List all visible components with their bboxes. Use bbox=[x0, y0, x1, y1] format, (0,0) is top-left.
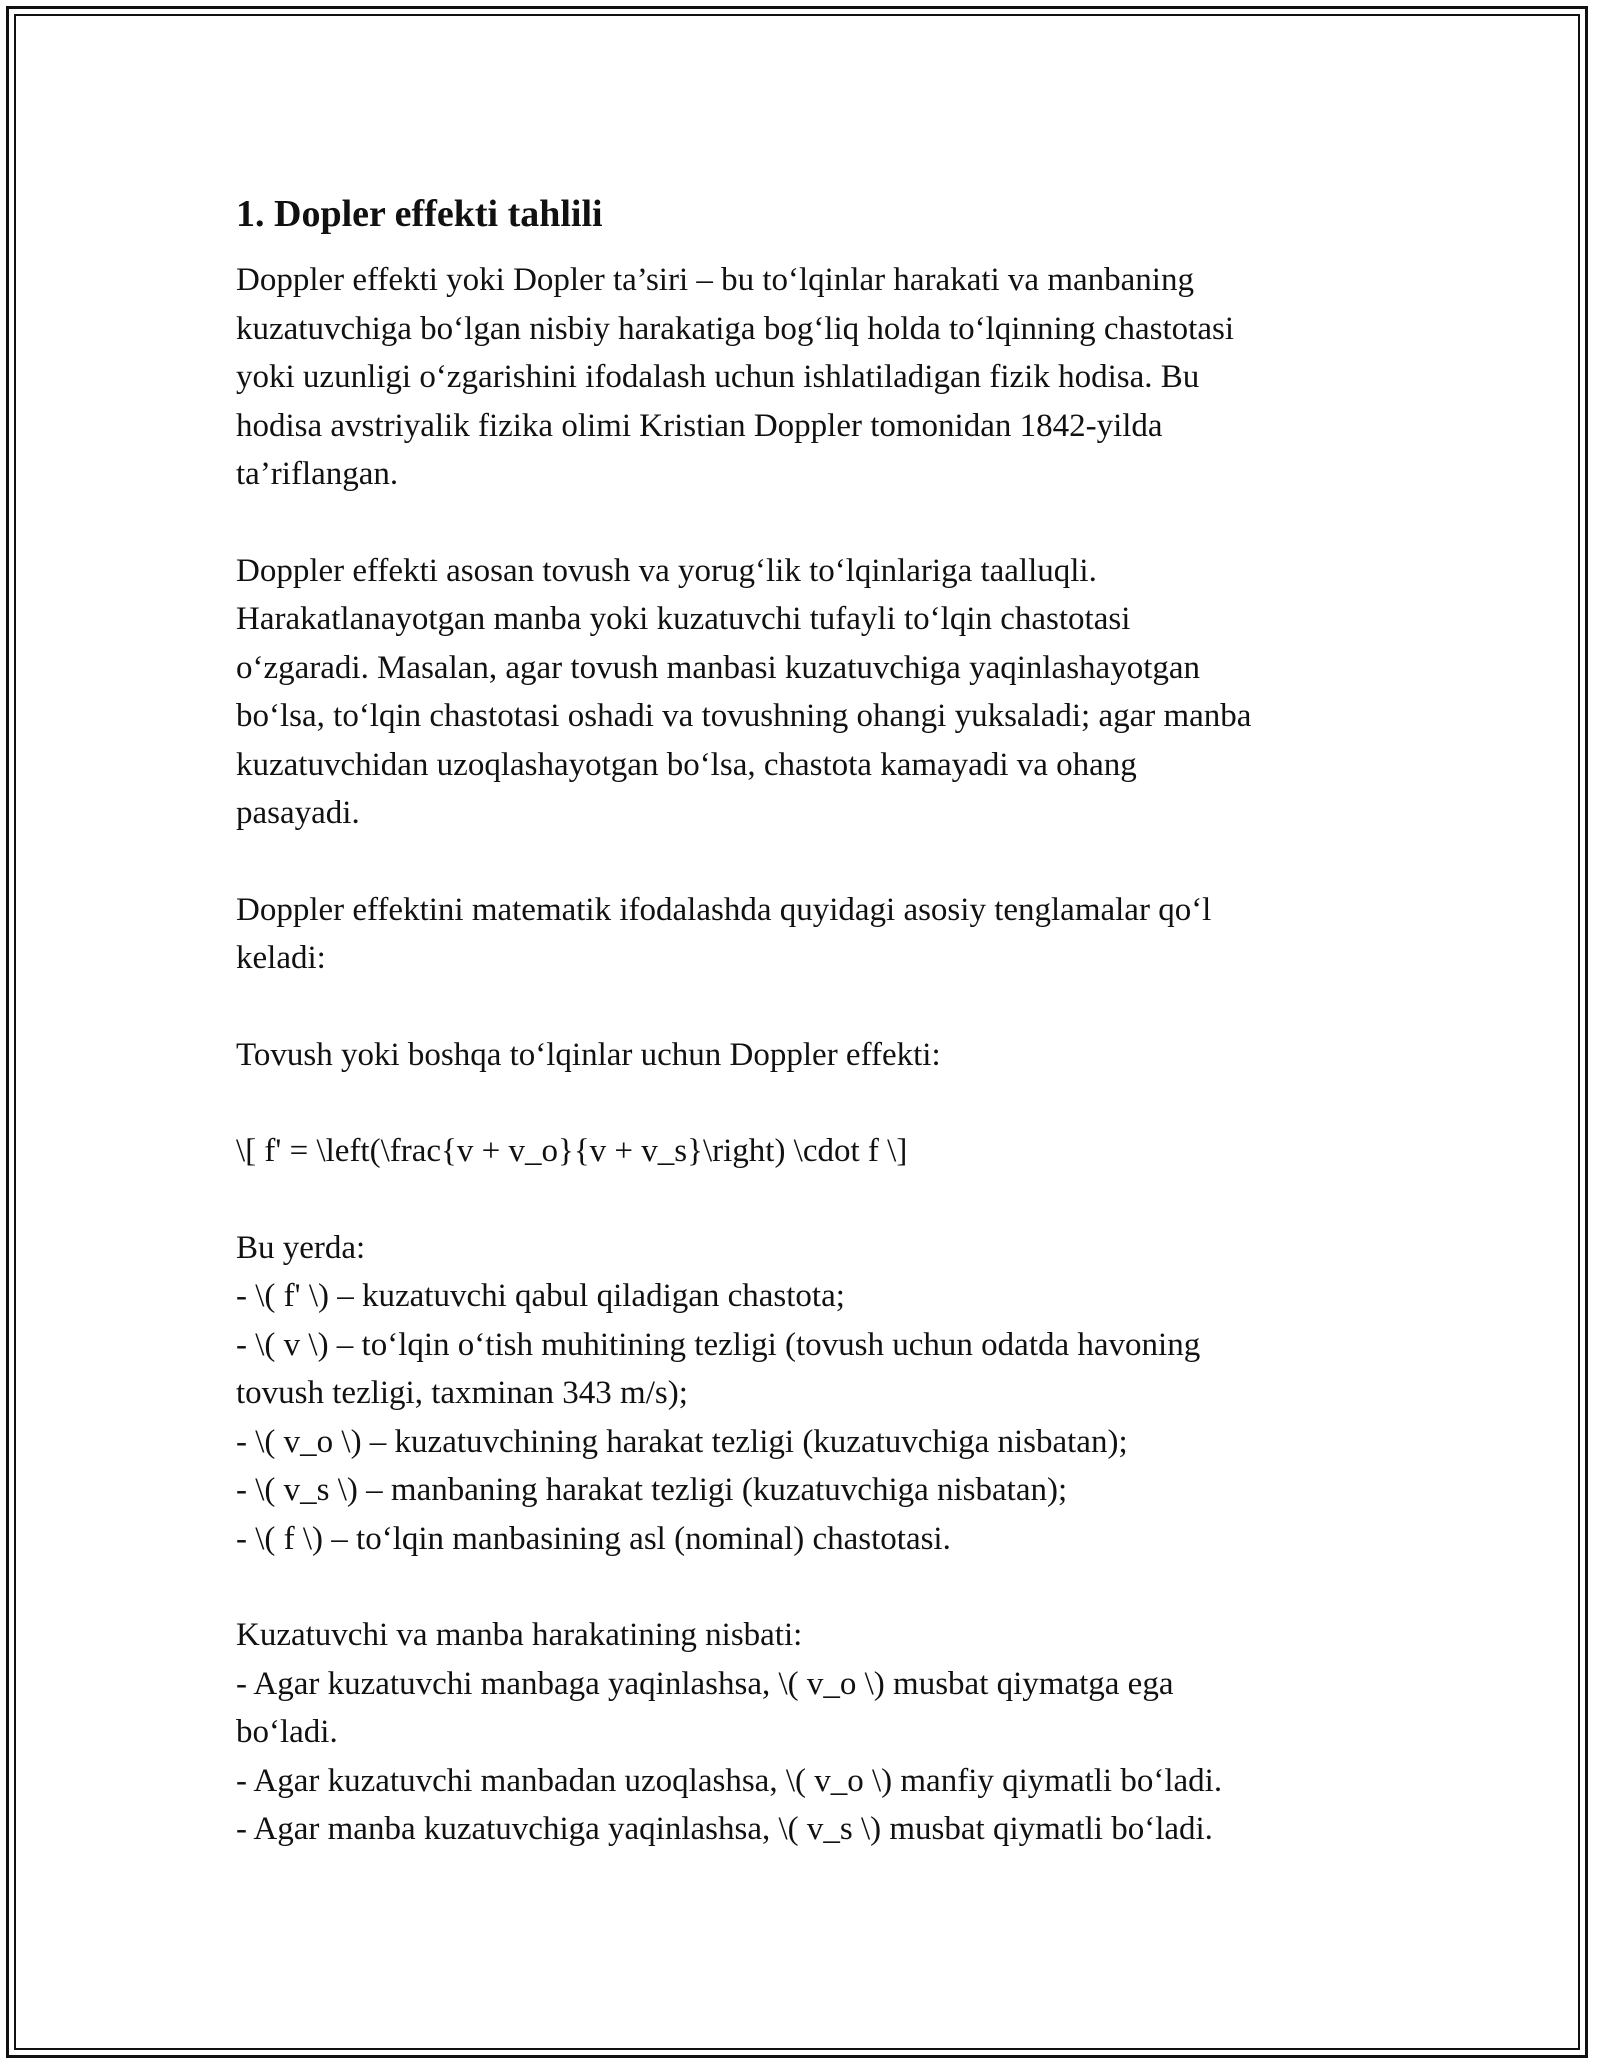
document-body bbox=[236, 188, 1386, 1902]
text-line: pasayadi. bbox=[236, 795, 360, 831]
list-item: - \( v_s \) – manbaning harakat tezligi (kuzatuvchiga nisbatan); bbox=[236, 1472, 1068, 1508]
paragraph-formula-caption bbox=[236, 1031, 1386, 1080]
list-item: - Agar kuzatuvchi manbadan uzoqlashsa, \( v_o \) manfiy qiymatli bo‘ladi. bbox=[236, 1762, 1223, 1799]
text-line: o‘zgaradi. Masalan, agar tovush manbasi kuzatuvchiga yaqinlashayotgan bbox=[236, 649, 1201, 686]
text-line: kuzatuvchidan uzoqlashayotgan bo‘lsa, chastota kamayadi va ohang bbox=[236, 746, 1137, 783]
text-line: Doppler effektini matematik ifodalashda quyidagi asosiy tenglamalar qo‘l bbox=[236, 891, 1212, 928]
text-line: kuzatuvchiga bo‘lgan nisbiy harakatiga bog‘liq holda to‘lqinning chastotasi bbox=[236, 310, 1235, 347]
text-line: Kuzatuvchi va manba harakatining nisbati: bbox=[236, 1617, 803, 1653]
list-item: - \( f \) – to‘lqin manbasining asl (nominal) chastotasi. bbox=[236, 1520, 951, 1557]
paragraph-variable-definitions bbox=[236, 1224, 1386, 1564]
list-item: - \( v \) – to‘lqin o‘tish muhitining tezligi (tovush uchun odatda havoning bbox=[236, 1326, 1201, 1363]
text-line: Doppler effekti yoki Dopler ta’siri – bu to‘lqinlar harakati va manbaning bbox=[236, 262, 1194, 298]
text-line: ta’riflangan. bbox=[236, 456, 399, 492]
text-line: bo‘lsa, to‘lqin chastotasi oshadi va tovushning ohangi yuksaladi; agar manba bbox=[236, 698, 1252, 734]
paragraph-motion-relation bbox=[236, 1611, 1386, 1854]
list-item-continuation: tovush tezligi, taxminan 343 m/s); bbox=[236, 1375, 688, 1411]
text-line: hodisa avstriyalik fizika olimi Kristian Doppler tomonidan 1842-yilda bbox=[236, 407, 1163, 444]
section-heading: 1. Dopler effekti tahlili bbox=[236, 193, 603, 235]
list-item: - \( v_o \) – kuzatuvchining harakat tezligi (kuzatuvchiga nisbatan); bbox=[236, 1423, 1128, 1460]
paragraph-equations-intro bbox=[236, 886, 1386, 983]
list-item: - Agar kuzatuvchi manbaga yaqinlashsa, \( v_o \) musbat qiymatga ega bbox=[236, 1665, 1174, 1702]
formula-text: \[ f' = \left(\frac{v + v_o}{v + v_s}\right) \cdot f \] bbox=[236, 1133, 908, 1169]
text-line: Harakatlanayotgan manba yoki kuzatuvchi tufayli to‘lqin chastotasi bbox=[236, 601, 1131, 637]
text-line: Doppler effekti asosan tovush va yorug‘lik to‘lqinlariga taalluqli. bbox=[236, 552, 1097, 589]
text-line: Tovush yoki boshqa to‘lqinlar uchun Doppler effekti: bbox=[236, 1036, 941, 1073]
text-line: yoki uzunligi o‘zgarishini ifodalash uchun ishlatiladigan fizik hodisa. Bu bbox=[236, 359, 1200, 395]
text-line: keladi: bbox=[236, 940, 326, 976]
paragraph-definition bbox=[236, 256, 1386, 499]
list-item: - \( f' \) – kuzatuvchi qabul qiladigan chastota; bbox=[236, 1278, 845, 1314]
formula-line bbox=[236, 1127, 1386, 1176]
paragraph-explanation bbox=[236, 547, 1386, 838]
text-line: Bu yerda: bbox=[236, 1229, 366, 1266]
list-item-continuation: bo‘ladi. bbox=[236, 1714, 338, 1750]
list-item: - Agar manba kuzatuvchiga yaqinlashsa, \( v_s \) musbat qiymatli bo‘ladi. bbox=[236, 1811, 1213, 1847]
